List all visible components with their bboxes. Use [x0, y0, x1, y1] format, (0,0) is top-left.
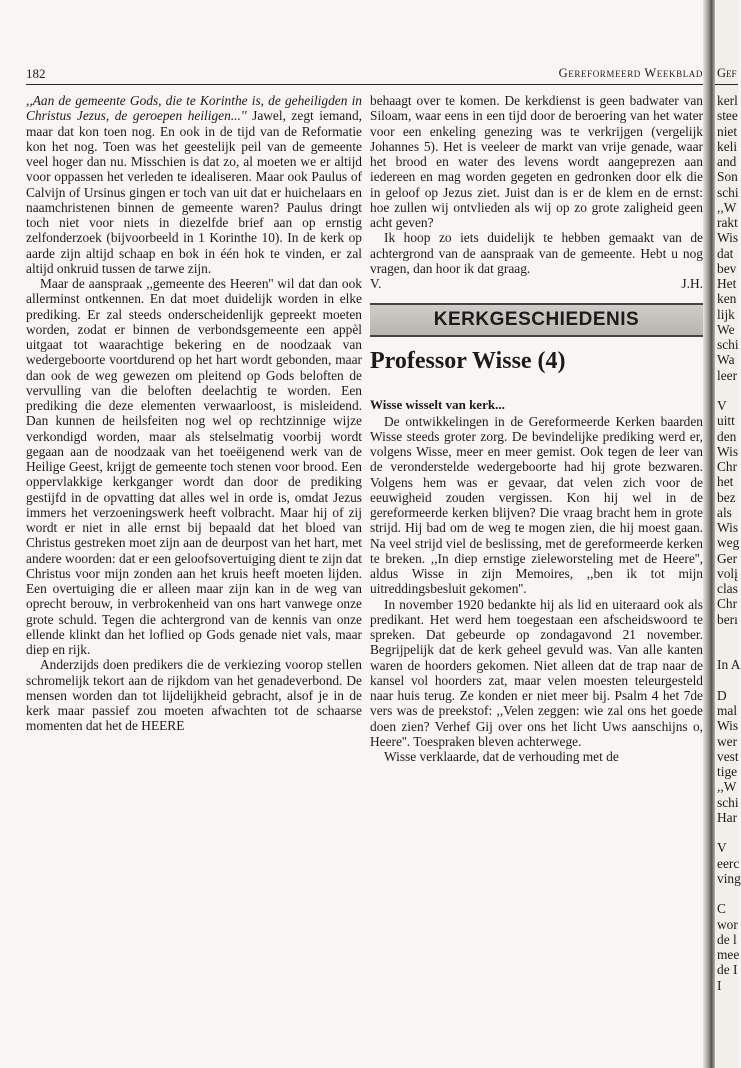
paragraph: In november 1920 bedankte hij als lid en uiteraard ook als predikant. Het werd hem toegestaan een afscheidswoord te spreken. Dat gebeurde op zondagavond 21 november. Begrijpelijk dat de kerk geheel gevuld was. Van alle kanten waren de hoorders gekomen. Niet alleen dat de trap naar de kansel vol hoorders zat, maar velen moesten teleurgesteld naar huis terug. Ze konden er niet meer bij. Psalm 4 het 7de vers was de preekstof: ,,Velen zeggen: wie zal ons het goede doen zien? Verhef Gij over ons het licht Uws aanschijns o, Heere''. Toespraken bleven achterwege.	[370, 596, 703, 749]
next-page-fragment: V	[717, 398, 727, 413]
next-page-fragment: Wis	[717, 230, 739, 246]
next-page-fragment: Ger	[717, 550, 738, 566]
next-page-fragment: Son	[717, 169, 738, 185]
next-page-fragment: rakt	[717, 215, 738, 230]
next-page-fragment: clas	[717, 581, 738, 596]
next-page-fragment: V	[717, 840, 727, 856]
next-page-fragment: We	[717, 321, 735, 337]
signature-line	[370, 276, 703, 291]
next-page-fragment: kerl	[717, 93, 738, 108]
next-page-fragment: Chr	[717, 459, 738, 474]
next-page-fragment: vest	[717, 748, 739, 764]
column-left	[26, 93, 362, 734]
next-page-fragment: I	[717, 977, 722, 993]
next-page-fragment: dat	[717, 245, 734, 261]
paragraph: Maar de aanspraak ,,gemeente des Heeren'' wil dat dan ook allerminst ontkennen. En dat moet duidelijk worden in elke prediking. Er zal steeds onderscheidenlijk gepreekt moeten worden, zodat er binnen de verbondsgemeente een appèl uitgaat tot waarachtige bekering en de noodzaak van wedergeboorte voortdurend op het hart wordt gebonden, maar dan ook de weg gewezen om pleitend op Gods beloften de vervulling van die beloften deelachtig te worden. Een prediking die deze elementen verwaarloost, is misleidend. Dan kunnen de heilsfeiten nog wel op rechtzinnige wijze verkondigd worden, maar als stelselmatig voorbij wordt gegaan aan de noodzaak van het toeëigenend werk van de Heilige Geest, krijgt de gemeente toch stenen voor brood. Een oppervlakkige kerkganger wordt dan door de prediking gestijfd in de opvatting dat alles wel in orde is, omdat Jezus immers het verzoeningswerk heeft volbracht. Maar hij of zij wordt er niet in alle ernst bij bepaald dat het bloed van Christus gestreken moet zijn aan de deurpost van het hart, met andere woorden: dat er een geloofsovertuiging dient te zijn dat Christus voor mijn zonden aan het kruis heeft moeten lijden. Een overtuiging die er alleen maar zijn kan in de weg van oprecht berouw, in verbrokenheid van ons hart vanwege onze grote schuld. Tegen die achtergrond van de kennis van onze ellende klinkt dan het loflied op Gods genade niet vals, maar diep en rijk.	[26, 276, 362, 657]
next-page-fragment: Wa	[717, 352, 735, 368]
paragraph: Wisse verklaarde, dat de verhouding met de	[384, 749, 619, 764]
paragraph: De ontwikkelingen in de Gereformeerde Kerken baarden Wisse steeds groter zorg. De bevindelijke prediking werd er, volgens Wisse, meer en meer gemist. Ook tegen de leer van de veronderstelde wedergeboorte had hij grote bezwaren. Volgens hem was er gevaar, dat velen zich voor de eeuwigheid zouden vergissen. Kon hij wel in de gereformeerde kerken blijven? Die vraag bracht hem in grote strijd. Hij bad om de weg te mogen zien, die hij moest gaan. Na veel strijd viel de beslissing, met de gereformeerde kerken te breken. ,,In diep ernstige zieleworsteling met de Heere'', aldus Wisse in zijn Memoires, ,,ben ik tot mijn uitreddingsbesluit gekomen''.	[370, 413, 703, 597]
next-page-fragment: and	[717, 154, 737, 169]
next-page-fragment: schi	[717, 184, 739, 200]
next-page-fragment: stee	[717, 108, 738, 124]
next-page-header: Gef	[717, 66, 737, 80]
next-page-fragment: lijk	[717, 306, 735, 322]
next-page-fragment	[715, 825, 741, 840]
next-page-fragment	[715, 627, 741, 642]
next-page-fragment: niet	[717, 123, 738, 139]
next-page-fragment: leer	[717, 367, 738, 383]
signature-right: J.H.	[681, 276, 703, 291]
next-page-fragment: uitt	[717, 413, 735, 429]
next-page-fragment: weg	[717, 535, 740, 551]
next-page-fragment: als	[717, 504, 732, 520]
next-page-fragment: Wis	[717, 520, 739, 535]
next-page-fragment	[715, 383, 741, 398]
next-page-fragment: Het	[717, 276, 737, 291]
next-page-fragment: mee	[717, 947, 740, 962]
signature-left: V.	[370, 276, 382, 291]
page-number: 182	[26, 66, 46, 81]
next-page-fragment: schi	[717, 337, 739, 352]
article-title: Professor Wisse (4)	[370, 348, 566, 375]
next-page-edge	[715, 0, 741, 1068]
next-page-fragment: mal	[717, 703, 738, 718]
next-page-fragment: D	[717, 687, 727, 703]
next-page-fragment: berı	[717, 611, 738, 627]
next-page-fragment: schi	[717, 794, 739, 810]
next-page-rule	[715, 84, 738, 85]
page-header	[26, 66, 703, 85]
running-title: Gereformeerd Weekblad	[558, 66, 703, 80]
next-page-fragment: ken	[717, 291, 737, 307]
next-page-fragment: den	[717, 428, 737, 444]
next-page-text	[715, 93, 741, 993]
next-page-fragment	[715, 886, 741, 901]
subheading: Wisse wisselt van kerk...	[370, 397, 505, 413]
next-page-fragment: Har	[717, 809, 738, 825]
column-right	[370, 93, 703, 764]
next-page-fragment	[715, 673, 741, 688]
next-page-fragment: het	[717, 474, 734, 490]
next-page-fragment: wor	[717, 916, 738, 932]
next-page-fragment	[715, 642, 741, 657]
next-page-fragment: C	[717, 901, 726, 917]
book-gutter	[703, 0, 715, 1068]
next-page-fragment: bev	[717, 260, 737, 276]
paragraph: Anderzijds doen predikers die de verkiezing voorop stellen schromelijk tekort aan de rijkdom van het genadeverbond. De mensen worden dan tot lijdelijkheid gebracht, alsof je in de kerk maar passief zou moeten afwachten tot de schaarse momenten dat het de HEERE	[26, 657, 362, 734]
next-page-fragment: tige	[717, 764, 738, 779]
next-page-fragment: ving	[717, 870, 741, 886]
next-page-fragment: de I	[717, 962, 738, 978]
next-page-fragment: In A	[717, 657, 741, 673]
next-page-fragment: Wis	[717, 443, 739, 459]
next-page-fragment: wer	[717, 733, 738, 749]
next-page-fragment: Chr	[717, 596, 738, 612]
paragraph: behaagt over te komen. De kerkdienst is geen badwater van Siloam, waar eens in een tijd door de beroering van het water voor een enkeling genezing was te verkrijgen (vergelijk Johannes 5). Het is veeleer de markt van vrije genade, waar het brood en water des levens wordt aangeprezen aan iedereen en mag worden gegeten en gedronken door elk die in geloof op Jezus ziet. Juist dan is er de klem en de ernst: hoe zullen wij ontvlieden als wij op zo grote zaligheid geen acht geven?	[370, 93, 703, 230]
next-page-fragment: ,,W	[717, 199, 737, 215]
paragraph: Ik hoop zo iets duidelijk te hebben gemaakt van de achtergrond van de aanspraak van de gemeente. Hebt u nog vragen, dan hoor ik dat graag.	[370, 230, 703, 276]
next-page-fragment: eerc	[717, 855, 740, 871]
section-banner: KERKGESCHIEDENIS	[370, 303, 703, 337]
next-page-fragment: de l	[717, 931, 737, 947]
next-page-fragment: bez	[717, 489, 736, 505]
next-page-fragment: Wis	[717, 718, 739, 734]
next-page-fragment: volį	[717, 565, 738, 581]
paragraph: ,,Aan de gemeente Gods, die te Korinthe is, de geheiligden in Christus Jezus, de geroepen heiligen...'' Jawel, zegt iemand, maar dat kon toen nog. En ook in de tijd van de Reformatie kon het nog. Toen was het geestelijk peil van de gemeente veel hoger dan nu. Misschien is dat zo, al moeten we er altijd voor oppassen het verleden te idealiseren. Maar ook Paulus of Calvijn of Ursinus gingen er toch van uit dat er huichelaars en naamchristenen binnen de gemeente waren? Paulus dringt toch niet voor niets in diezelfde brief aan op ernstig zelfonderzoek (bijvoorbeeld in 1 Korinthe 10). In de kerk op aarde zijn altijd schaap en bok in één hok te vinden, er zal altijd onkruid tussen de tarwe zijn.	[26, 93, 362, 276]
next-page-fragment: keli	[717, 138, 738, 154]
next-page-fragment: ,,W	[717, 779, 737, 795]
